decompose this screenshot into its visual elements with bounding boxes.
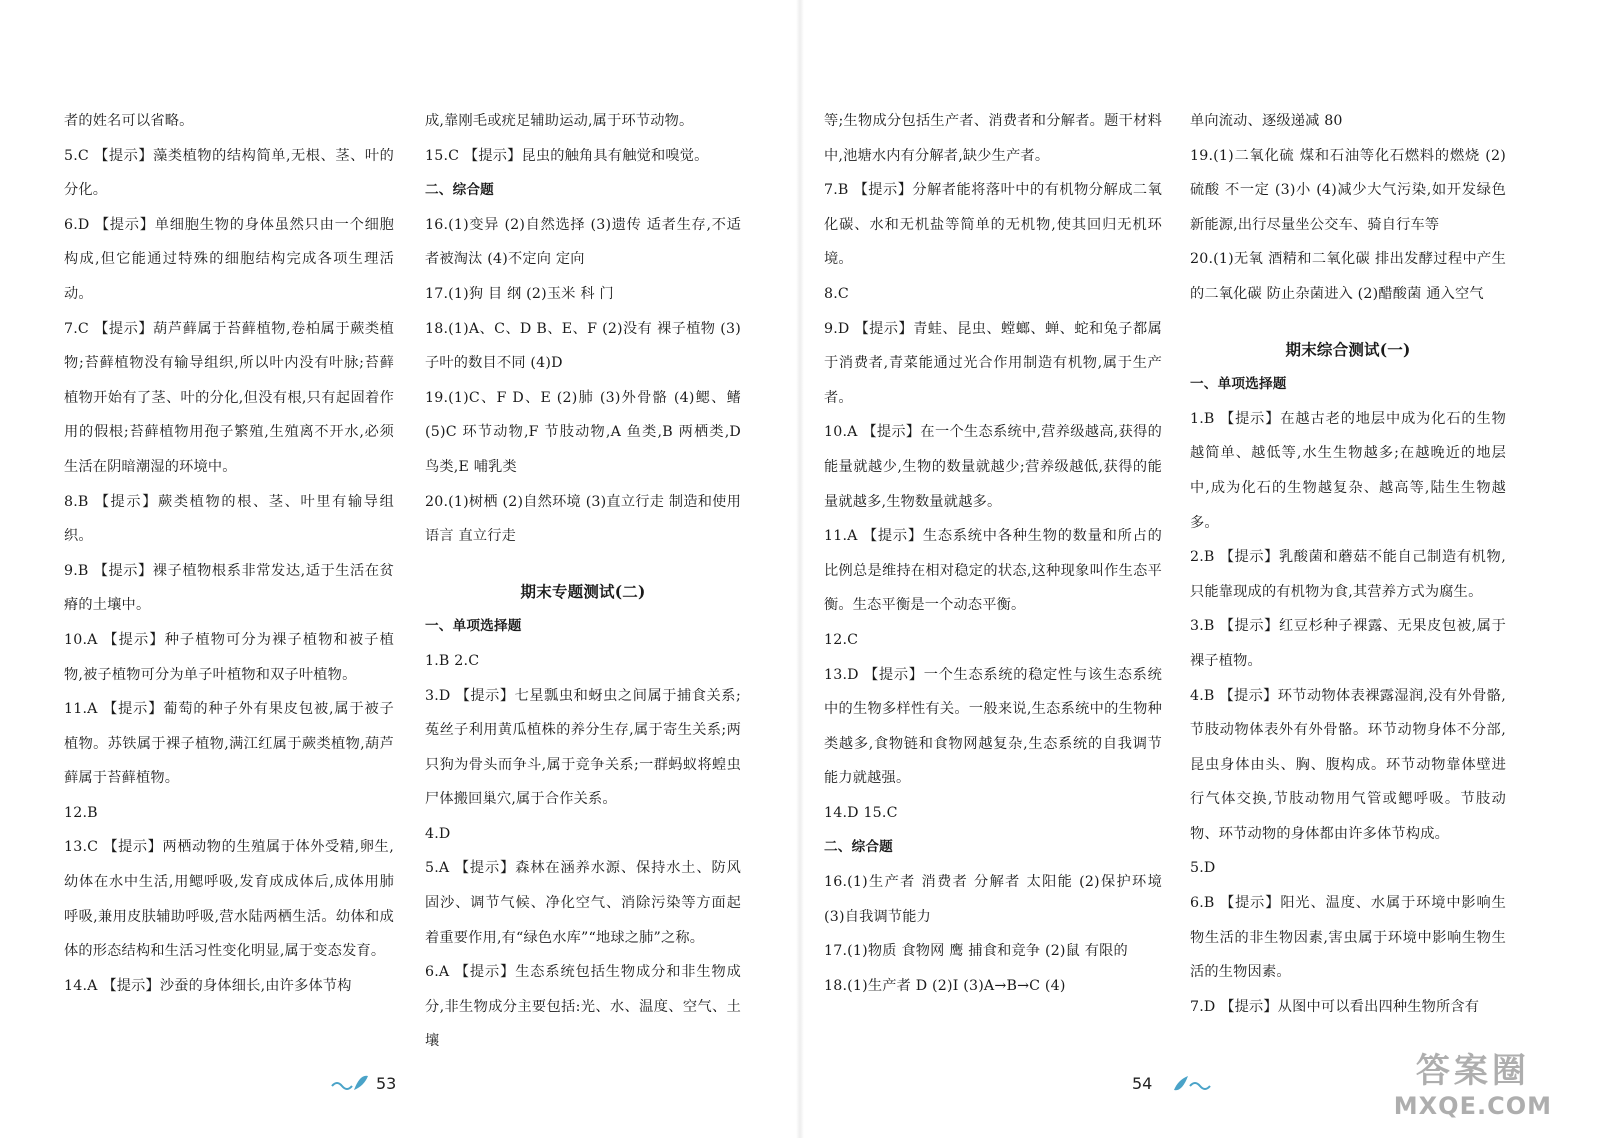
watermark-url: MXQE.COM	[1393, 1092, 1552, 1120]
answer-paragraph: 15.C 【提示】昆虫的触角具有触觉和嗅觉。	[425, 147, 709, 164]
answer-paragraph: 4.D	[425, 825, 451, 842]
answer-paragraph: 单向流动、逐级递减 80	[1190, 113, 1343, 129]
left-page-column-1	[64, 104, 394, 1003]
answer-paragraph: 20.(1)无氧 酒精和二氧化碳 排出发酵过程中产生的二氧化碳 防止杂菌进入 (2)醋酸菌 通入空气	[1190, 251, 1506, 302]
answer-paragraph: 5.C 【提示】藻类植物的结构简单,无根、茎、叶的分化。	[64, 147, 394, 199]
answer-paragraph: 12.C	[824, 631, 859, 648]
answer-paragraph: 6.A 【提示】生态系统包括生物成分和非生物成分,非生物成分主要包括:光、水、温度、空气、土壤	[425, 964, 741, 1050]
section-heading: 二、综合题	[824, 839, 893, 856]
answer-paragraph: 7.D 【提示】从图中可以看出四种生物所含有	[1190, 998, 1480, 1015]
wave-leaf-ornament-icon	[330, 1072, 370, 1094]
answer-paragraph: 10.A 【提示】在一个生态系统中,营养级越高,获得的能量就越少,生物的数量就越少;营养级越低,获得的能量就越多,生物数量就越多。	[824, 424, 1162, 510]
answer-paragraph: 成,靠刚毛或疣足辅助运动,属于环节动物。	[425, 113, 694, 129]
right-page-column-2	[1190, 104, 1506, 1024]
answer-paragraph: 6.D 【提示】单细胞生物的身体虽然只由一个细胞构成,但它能通过特殊的细胞结构完成各项生理活动。	[64, 216, 394, 302]
answer-paragraph: 1.B 【提示】在越古老的地层中成为化石的生物越简单、越低等,水生生物越多;在越晚近的地层中,成为化石的生物越复杂、越高等,陆生生物越多。	[1190, 410, 1506, 531]
answer-paragraph: 者的姓名可以省略。	[64, 113, 194, 129]
answer-paragraph: 7.C 【提示】葫芦藓属于苔藓植物,卷柏属于蕨类植物;苔藓植物没有输导组织,所以叶内没有叶脉;苔藓植物开始有了茎、叶的分化,但没有根,只有起固着作用的假根;苔藓植物用孢子繁殖,生殖离不开水,必须生活在阴暗潮湿的环境中。	[64, 320, 394, 475]
answer-paragraph: 10.A 【提示】种子植物可分为裸子植物和被子植物,被子植物可分为单子叶植物和双子叶植物。	[64, 631, 394, 683]
answer-paragraph: 11.A 【提示】葡萄的种子外有果皮包被,属于被子植物。苏铁属于裸子植物,满江红属于蕨类植物,葫芦藓属于苔藓植物。	[64, 701, 394, 787]
page-number: 54	[1132, 1074, 1153, 1093]
section-heading: 一、单项选择题	[425, 618, 522, 635]
answer-paragraph: 16.(1)变异 (2)自然选择 (3)遗传 适者生存,不适者被淘汰 (4)不定向 定向	[425, 216, 741, 268]
test-title: 期末综合测试(一)	[1285, 339, 1411, 359]
watermark-text: 答案圈	[1415, 1051, 1530, 1091]
answer-paragraph: 11.A 【提示】生态系统中各种生物的数量和所占的比例总是维持在相对稳定的状态,这种现象叫作生态平衡。生态平衡是一个动态平衡。	[824, 528, 1162, 614]
answer-paragraph: 等;生物成分包括生产者、消费者和分解者。题干材料中,池塘水内有分解者,缺少生产者。	[824, 113, 1162, 164]
answer-paragraph: 19.(1)C、F D、E (2)肺 (3)外骨骼 (4)鳃、鳍 (5)C 环节动物,F 节肢动物,A 鱼类,B 两栖类,D 鸟类,E 哺乳类	[425, 389, 741, 475]
page-gutter	[796, 0, 804, 1138]
answer-paragraph: 8.C	[824, 285, 849, 302]
answer-paragraph: 3.B 【提示】红豆杉种子裸露、无果皮包被,属于裸子植物。	[1190, 618, 1506, 669]
answer-paragraph: 12.B	[64, 804, 98, 821]
answer-paragraph: 17.(1)狗 目 纲 (2)玉米 科 门	[425, 285, 614, 302]
answer-paragraph: 14.A 【提示】沙蚕的身体细长,由许多体节构	[64, 977, 352, 994]
answer-paragraph: 14.D 15.C	[824, 804, 898, 821]
wave-leaf-ornament-icon	[1172, 1072, 1212, 1094]
answer-paragraph: 16.(1)生产者 消费者 分解者 太阳能 (2)保护环境 (3)自我调节能力	[824, 874, 1162, 925]
answer-paragraph: 3.D 【提示】七星瓢虫和蚜虫之间属于捕食关系;菟丝子利用黄瓜植株的养分生存,属于寄生关系;两只狗为骨头而争斗,属于竞争关系;一群蚂蚁将蝗虫尸体搬回巢穴,属于合作关系。	[425, 687, 741, 808]
watermark	[1394, 1043, 1552, 1120]
answer-paragraph: 19.(1)二氧化硫 煤和石油等化石燃料的燃烧 (2)硫酸 不一定 (3)小 (4)减少大气污染,如开发绿色新能源,出行尽量坐公交车、骑自行车等	[1190, 147, 1506, 233]
answer-paragraph: 13.C 【提示】两栖动物的生殖属于体外受精,卵生,幼体在水中生活,用鳃呼吸,发育成成体后,成体用肺呼吸,兼用皮肤辅助呼吸,营水陆两栖生活。幼体和成体的形态结构和生活习性变化明显,属于变态发育。	[64, 839, 394, 960]
answer-paragraph: 9.D 【提示】青蛙、昆虫、螳螂、蝉、蛇和兔子都属于消费者,青菜能通过光合作用制造有机物,属于生产者。	[824, 320, 1162, 406]
section-heading: 一、单项选择题	[1190, 376, 1287, 393]
answer-paragraph: 13.D 【提示】一个生态系统的稳定性与该生态系统中的生物多样性有关。一般来说,生态系统中的生物种类越多,食物链和食物网越复杂,生态系统的自我调节能力就越强。	[824, 666, 1162, 787]
answer-paragraph: 2.B 【提示】乳酸菌和蘑菇不能自己制造有机物,只能靠现成的有机物为食,其营养方式为腐生。	[1190, 549, 1506, 600]
answer-paragraph: 20.(1)树栖 (2)自然环境 (3)直立行走 制造和使用 语言 直立行走	[425, 493, 741, 545]
answer-paragraph: 17.(1)物质 食物网 鹰 捕食和竞争 (2)鼠 有限的	[824, 943, 1128, 960]
answer-paragraph: 6.B 【提示】阳光、温度、水属于环境中影响生物生活的非生物因素,害虫属于环境中影响生物生活的生物因素。	[1190, 895, 1506, 981]
answer-paragraph: 9.B 【提示】裸子植物根系非常发达,适于生活在贫瘠的土壤中。	[64, 562, 394, 614]
answer-paragraph: 18.(1)A、C、D B、E、F (2)没有 裸子植物 (3)子叶的数目不同 (4)D	[425, 320, 741, 372]
answer-paragraph: 5.D	[1190, 860, 1216, 877]
page-number: 53	[376, 1074, 397, 1093]
answer-paragraph: 8.B 【提示】蕨类植物的根、茎、叶里有输导组织。	[64, 493, 394, 545]
answer-paragraph: 4.B 【提示】环节动物体表裸露湿润,没有外骨骼,节肢动物体表外有外骨骼。环节动物身体不分部,昆虫身体由头、胸、腹构成。环节动物靠体壁进行气体交换,节肢动物用气管或鳃呼吸。节肢动物、环节动物的身体都由许多体节构成。	[1190, 687, 1506, 842]
section-heading: 二、综合题	[425, 182, 494, 199]
answer-paragraph: 7.B 【提示】分解者能将落叶中的有机物分解成二氧化碳、水和无机盐等简单的无机物,使其回归无机环境。	[824, 182, 1162, 268]
test-title: 期末专题测试(二)	[520, 581, 646, 601]
answer-paragraph: 18.(1)生产者 D (2)Ⅰ (3)A→B→C (4)	[824, 977, 1066, 994]
answer-paragraph: 5.A 【提示】森林在涵养水源、保持水土、防风固沙、调节气候、净化空气、消除污染等方面起着重要作用,有“绿色水库”“地球之肺”之称。	[425, 860, 741, 946]
answer-paragraph: 1.B 2.C	[425, 652, 480, 669]
right-page-column-1	[824, 104, 1162, 1003]
left-page-column-2	[425, 104, 741, 1059]
